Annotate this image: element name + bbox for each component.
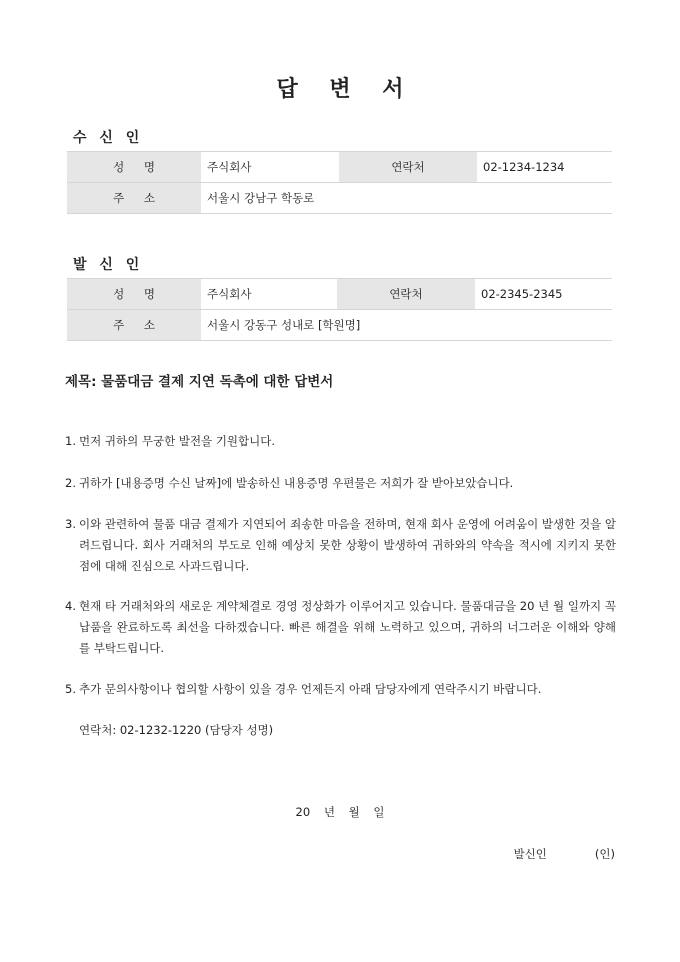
list-item-number: 3. bbox=[65, 517, 76, 531]
recipient-address-row bbox=[67, 183, 612, 214]
contact-line: 연락처: 02-1232-1220 (담당자 성명) bbox=[79, 723, 274, 737]
recipient-address-value: 서울시 강남구 학동로 bbox=[201, 183, 612, 214]
list-item-number: 2. bbox=[65, 476, 76, 490]
page-title: 답 변 서 bbox=[276, 77, 416, 102]
list-item-text: 먼저 귀하의 무궁한 발전을 기원합니다. bbox=[79, 434, 276, 448]
list-item bbox=[65, 431, 616, 452]
recipient-name-label: 성 명 bbox=[67, 152, 201, 183]
recipient-heading: 수 신 인 bbox=[73, 130, 144, 146]
sender-label: 발신인 bbox=[513, 847, 547, 861]
seal-label: (인) bbox=[594, 847, 615, 861]
sender-name-label: 성 명 bbox=[67, 279, 201, 310]
recipient-contact-label: 연락처 bbox=[339, 152, 477, 183]
recipient-table bbox=[67, 151, 612, 214]
sender-heading: 발 신 인 bbox=[73, 257, 144, 273]
sender-contact-value: 02-2345-2345 bbox=[475, 279, 612, 310]
list-item-number: 1. bbox=[65, 434, 76, 448]
list-item-text: 이와 관련하여 물품 대금 결제가 지연되어 죄송한 마음을 전하며, 현재 회사 운영에 어려움이 발생한 것을 알려드립니다. 회사 거래처의 부도로 인해 예상치 못한 상황이 발생하여 귀하와의 약속을 적시에 지키지 못한 점에 대해 진심으로 사과드립니다. bbox=[79, 517, 616, 573]
recipient-address-label: 주 소 bbox=[67, 183, 201, 214]
list-item bbox=[65, 473, 616, 494]
sender-name-value: 주식회사 bbox=[201, 279, 337, 310]
sender-address-value: 서울시 강동구 성내로 [학원명] bbox=[201, 310, 612, 341]
list-item-number: 4. bbox=[65, 599, 76, 613]
list-item-number: 5. bbox=[65, 682, 76, 696]
date-line: 20 년 월 일 bbox=[295, 805, 385, 819]
sender-address-row bbox=[67, 310, 612, 341]
subject-line: 제목: 물품대금 결제 지연 독촉에 대한 답변서 bbox=[65, 374, 334, 390]
recipient-name-value: 주식회사 bbox=[201, 152, 339, 183]
list-item bbox=[65, 596, 616, 659]
list-item bbox=[65, 514, 616, 577]
sender-name-row bbox=[67, 279, 612, 310]
list-item-text: 현재 타 거래처와의 새로운 계약체결로 경영 정상화가 이루어지고 있습니다. 물품대금을 20 년 월 일까지 꼭 납품을 완료하도록 최선을 다하겠습니다. 빠른 해결을 위해 노력하고 있으며, 귀하의 너그러운 이해와 양해를 부탁드립니다. bbox=[79, 599, 616, 655]
recipient-contact-value: 02-1234-1234 bbox=[477, 152, 612, 183]
sender-contact-label: 연락처 bbox=[337, 279, 475, 310]
list-item-text: 귀하가 [내용증명 수신 날짜]에 발송하신 내용증명 우편물은 저희가 잘 받아보았습니다. bbox=[79, 476, 514, 490]
sender-table bbox=[67, 278, 612, 341]
sender-address-label: 주 소 bbox=[67, 310, 201, 341]
list-item-text: 추가 문의사항이나 협의할 사항이 있을 경우 언제든지 아래 담당자에게 연락주시기 바랍니다. bbox=[79, 682, 542, 696]
sender-signature-line bbox=[514, 846, 615, 862]
list-item bbox=[65, 679, 616, 700]
recipient-name-row bbox=[67, 152, 612, 183]
